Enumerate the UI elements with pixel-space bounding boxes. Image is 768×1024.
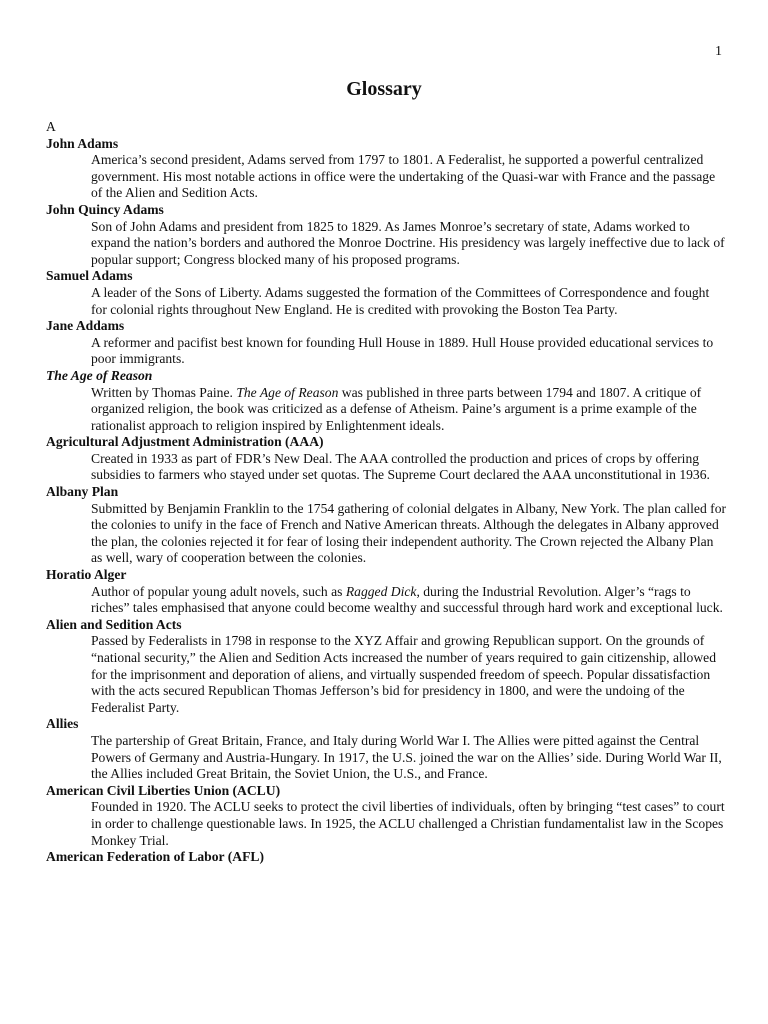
glossary-content bbox=[46, 119, 726, 866]
definition-text: Founded in 1920. The ACLU seeks to protect the civil liberties of individuals, often by bringing “test cases” to court in order to challenge questionable laws. In 1925, the ACLU challenged a Christian fundamentalist law in the Scopes Monkey Trial. bbox=[91, 799, 725, 848]
page-number: 1 bbox=[715, 44, 722, 59]
definition-text: Written by Thomas Paine. bbox=[91, 384, 237, 400]
section-letter: A bbox=[46, 119, 56, 134]
entry-definition bbox=[91, 219, 726, 269]
glossary-entry bbox=[46, 783, 726, 849]
glossary-entry bbox=[46, 567, 726, 617]
definition-text: A reformer and pacifist best known for founding Hull House in 1889. Hull House provided educational services to poor immigrants. bbox=[91, 334, 714, 367]
definition-text: A leader of the Sons of Liberty. Adams suggested the formation of the Committees of Correspondence and fought for colonial rights throughout New England. He is credited with provoking the Boston Tea Party. bbox=[91, 284, 710, 317]
entry-definition bbox=[91, 335, 726, 368]
entry-term: John Adams bbox=[46, 135, 119, 151]
entry-definition bbox=[91, 733, 726, 783]
definition-text: Son of John Adams and president from 1825 to 1829. As James Monroe’s secretary of state, Adams worked to expand the nation’s borders and authored the Monroe Doctrine. His presidency was largely ineffective due to lack of popular support; Congress blocked many of his proposed programs. bbox=[91, 218, 725, 267]
entry-term: Samuel Adams bbox=[46, 268, 133, 284]
definition-text: Author of popular young adult novels, such as bbox=[91, 583, 346, 599]
glossary-entry bbox=[46, 849, 726, 866]
page-title: Glossary bbox=[346, 78, 422, 100]
entry-term: Allies bbox=[46, 716, 79, 732]
definition-text: , during the Industrial Revolution. Alger’s “rags to riches” tales emphasised that anyone could become wealthy and successful through hard work and exceptional luck. bbox=[91, 583, 723, 616]
entry-term: John Quincy Adams bbox=[46, 201, 164, 217]
italic-title: The Age of Reason bbox=[236, 384, 339, 400]
entry-definition bbox=[91, 633, 726, 716]
glossary-entries bbox=[46, 136, 726, 866]
definition-text: America’s second president, Adams served from 1797 to 1801. A Federalist, he supported a powerful centralized government. His most notable actions in office were the undertaking of the Quasi-war with France and the passage of the Alien and Sedition Acts. bbox=[91, 152, 716, 201]
glossary-entry bbox=[46, 434, 726, 484]
italic-title: Ragged Dick bbox=[345, 583, 417, 599]
glossary-entry bbox=[46, 484, 726, 567]
glossary-entry bbox=[46, 716, 726, 782]
entry-definition bbox=[91, 385, 726, 435]
definition-text: Passed by Federalists in 1798 in response to the XYZ Affair and growing Republican support. On the grounds of “national security,” the Alien and Sedition Acts increased the number of years required to gain citizenship, allowed for the imprisonment and deporation of aliens, and virtually suspended freedom of speech. Popular dissatisfaction with the acts secured Republican Thomas Jefferson’s bid for presidency in 1800, and were the undoing of the Federalist Party. bbox=[91, 633, 716, 715]
entry-term: Agricultural Adjustment Administration (AAA) bbox=[46, 434, 324, 450]
entry-definition bbox=[91, 451, 726, 484]
definition-text: The partership of Great Britain, France, and Italy during World War I. The Allies were pitted against the Central Powers of Germany and Austria-Hungary. In 1917, the U.S. joined the war on the Allies’ side. During World War II, the Allies included Great Britain, the Soviet Union, the U.S., and France. bbox=[91, 732, 722, 782]
entry-definition bbox=[91, 584, 726, 617]
entry-term: Horatio Alger bbox=[46, 567, 127, 583]
glossary-entry bbox=[46, 268, 726, 318]
definition-text: Submitted by Benjamin Franklin to the 1754 gathering of colonial delgates in Albany, New York. The plan called for the colonies to unify in the face of French and Native American threats. Although the delegates in Albany approved the plan, the colonies rejected it for fear of losing their independent authority. The Crown rejected the Albany Plan as well, wary of cooperation between the colonies. bbox=[91, 500, 727, 566]
glossary-entry bbox=[46, 368, 726, 434]
definition-text: Created in 1933 as part of FDR’s New Deal. The AAA controlled the production and prices of crops by offering subsidies to farmers who stayed under set quotas. The Supreme Court declared the AAA unconstitutional in 1936. bbox=[91, 450, 710, 483]
entry-term: Alien and Sedition Acts bbox=[46, 616, 182, 632]
glossary-entry bbox=[46, 318, 726, 368]
entry-definition bbox=[91, 799, 726, 849]
glossary-entry bbox=[46, 617, 726, 717]
entry-term: American Civil Liberties Union (ACLU) bbox=[46, 782, 281, 798]
glossary-entry bbox=[46, 136, 726, 202]
entry-term: American Federation of Labor (AFL) bbox=[46, 849, 264, 865]
entry-definition bbox=[91, 152, 726, 202]
entry-term: Albany Plan bbox=[46, 484, 119, 500]
entry-term: Jane Addams bbox=[46, 318, 125, 334]
definition-text: was published in three parts between 1794 and 1807. A critique of organized religion, the book was criticized as a defense of Atheism. Paine’s argument is a prime example of the rationalist approach to religion inspired by Enlightenment ideals. bbox=[91, 384, 702, 433]
entry-term: The Age of Reason bbox=[46, 367, 153, 383]
entry-definition bbox=[91, 501, 726, 567]
glossary-entry bbox=[46, 202, 726, 268]
entry-definition bbox=[91, 285, 726, 318]
